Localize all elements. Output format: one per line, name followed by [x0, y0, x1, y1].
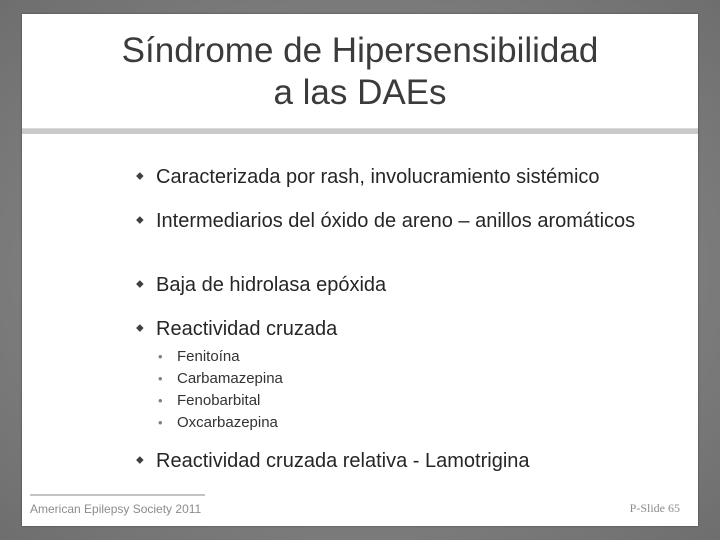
dot-bullet-icon: • — [158, 371, 163, 386]
footer-divider — [30, 494, 205, 496]
diamond-bullet-icon: ⬥ — [136, 278, 144, 290]
sub-bullet-item — [156, 346, 283, 368]
title-divider — [22, 128, 698, 134]
diamond-bullet-icon: ⬥ — [136, 214, 144, 226]
sub-bullet-item — [156, 390, 283, 412]
diamond-bullet-icon: ⬥ — [136, 322, 144, 334]
bullet-item — [134, 210, 656, 233]
sub-bullet-list — [156, 346, 283, 434]
slide-title: Síndrome de Hipersensibilidad a las DAEs — [121, 30, 599, 112]
footer-organization: American Epilepsy Society 2011 — [30, 502, 202, 516]
diamond-bullet-icon: ⬥ — [136, 170, 144, 182]
bullet-text: Caracterizada por rash, involucramiento sistémico — [156, 166, 600, 188]
slide — [22, 14, 698, 526]
title-area — [22, 14, 698, 129]
bullet-text: Reactividad cruzada — [156, 318, 338, 340]
bullet-text: Reactividad cruzada relativa - Lamotrigina — [156, 450, 530, 472]
sub-bullet-text: Oxcarbazepina — [177, 414, 278, 431]
dot-bullet-icon: • — [158, 415, 163, 430]
bullet-item — [134, 166, 600, 189]
sub-bullet-text: Fenitoína — [177, 348, 240, 365]
sub-bullet-item — [156, 412, 283, 434]
bullet-item — [134, 318, 337, 341]
bullet-text: Intermediarios del óxido de areno – anillos aromáticos — [156, 210, 636, 232]
sub-bullet-text: Carbamazepina — [177, 370, 283, 387]
sub-bullet-text: Fenobarbital — [177, 392, 261, 409]
slide-number: P-Slide 65 — [629, 501, 680, 515]
bullet-item — [134, 450, 530, 473]
dot-bullet-icon: • — [158, 393, 163, 408]
bullet-text: Baja de hidrolasa epóxida — [156, 274, 387, 296]
sub-bullet-item — [156, 368, 283, 390]
bullet-item — [134, 274, 386, 297]
dot-bullet-icon: • — [158, 349, 163, 364]
diamond-bullet-icon: ⬥ — [136, 454, 144, 466]
